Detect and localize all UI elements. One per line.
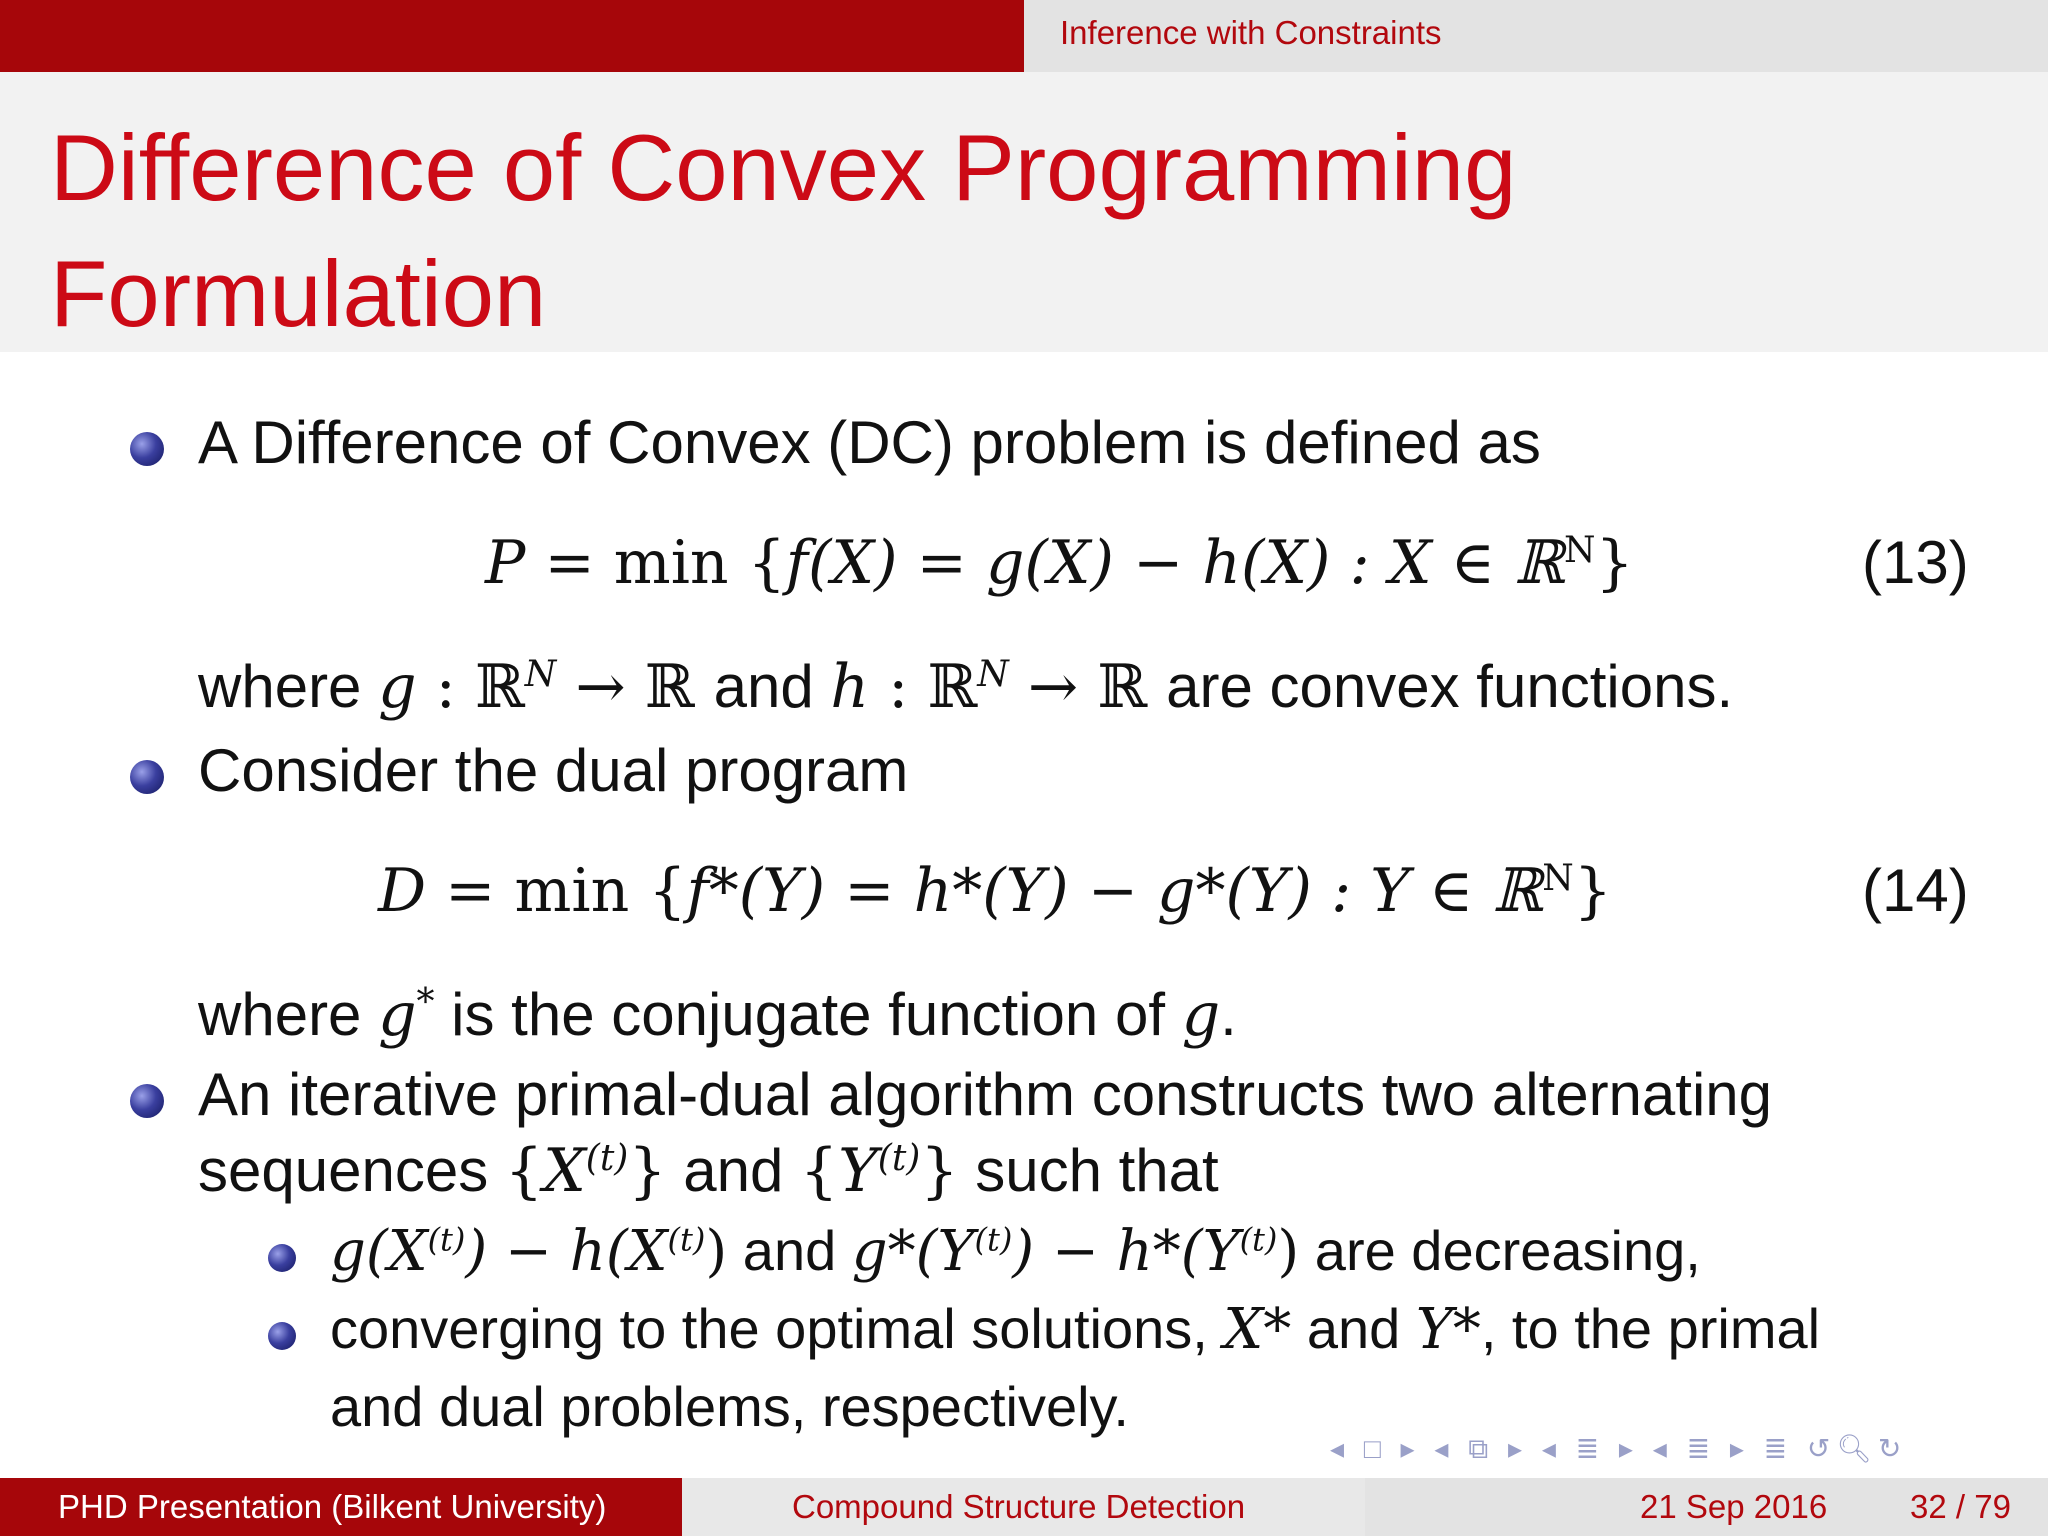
navigation-bar [1330,1432,1907,1466]
footer-title-block [682,1478,1365,1536]
where1-prefix: where [198,653,362,720]
align-icon[interactable]: ≣ [1763,1433,1794,1464]
sub1-and: and [727,1219,852,1282]
eq14-lhs: D [378,856,427,926]
where2-star: * [416,982,435,1023]
sub1-t3: (t) [974,1220,1013,1259]
footer-date-block [1365,1478,2048,1536]
where1-arrow1: → ℝ [556,652,714,722]
sub2-and: and [1291,1297,1416,1360]
bullet-icon [130,760,164,794]
where2-gstar: g [378,980,417,1050]
slide-title [50,105,1950,357]
bullet3-and: and [666,1137,800,1204]
sub2-xstar: X* [1223,1297,1292,1362]
sub1-t1: (t) [427,1220,466,1259]
sub1-t2: (t) [667,1220,706,1259]
search-icon[interactable]: ↺🔍︎↻ [1806,1433,1908,1464]
sub2-suffix: , to the primal [1480,1297,1821,1360]
header-bar [0,0,2048,72]
bullet-icon [130,1084,164,1118]
footer-date: 21 Sep 2016 [1640,1488,1828,1525]
bullet3-seq-prefix: sequences [198,1137,505,1204]
where1-h: h [830,652,870,722]
bullet3-t2: (t) [877,1138,921,1179]
section-icon[interactable]: ◂ ≣ ▸ [1541,1433,1639,1464]
bullet-2-text: Consider the dual program [198,737,909,804]
sub-bullet-icon [268,1244,296,1272]
eq14-body: f*(Y) = h*(Y) − g*(Y) : Y ∈ ℝ [686,856,1543,926]
arrow-left-icon[interactable]: ◂ □ ▸ [1330,1433,1421,1464]
slide-title-line1: Difference of Convex Programming [50,115,1517,220]
where1-g: g [378,652,417,722]
sub2-prefix: converging to the optimal solutions, [330,1297,1224,1360]
sub-bullet-1-text [330,1218,1701,1284]
equation-13: P = min {f(X) = g(X) − h(X) : X ∈ ℝ$^N$} [485,528,1634,598]
eq13-body: f(X) = g(X) − h(X) : X ∈ ℝ [785,528,1564,598]
where-line-2 [198,980,1237,1050]
footer-author: PHD Presentation (Bilkent University) [58,1488,607,1525]
sub2-ystar: Y* [1415,1297,1481,1362]
equation-14-number: (14) [1862,857,1969,924]
sub1-suffix: are decreasing, [1299,1219,1701,1282]
sub1-end1: ) [705,1219,728,1284]
frame-icon[interactable]: ◂ ⧉ ▸ [1434,1433,1529,1464]
where2-prefix: where [198,981,362,1048]
footer-bar [0,1478,2048,1536]
sub1-end2: ) [1277,1219,1300,1284]
sub-bullet-icon [268,1322,296,1350]
bullet-icon [130,432,164,466]
slide-title-line2: Formulation [50,241,547,346]
eq13-op: min [613,528,729,598]
where1-sup1: N [524,654,557,695]
equation-13-number: (13) [1862,529,1969,596]
sub1-t4: (t) [1239,1220,1278,1259]
footer-talk-title: Compound Structure Detection [792,1488,1246,1525]
eq14-sup: N [1542,858,1574,899]
bullet-3-line2: sequences $\{X^{(t)}\}$ and $\{Y^{(t)}\}$ such that [198,1136,1219,1206]
where2-end: . [1220,981,1237,1048]
sub1-mid2: ) − h*(Y [1012,1219,1240,1284]
where1-suffix: are convex functions. [1166,653,1734,720]
eq14-op: min [514,856,630,926]
where1-map1: : ℝ [416,652,525,722]
eq13-lhs: P [485,528,526,598]
sub1-mid1: ) − h(X [465,1219,668,1284]
where1-map2: : ℝ [869,652,978,722]
where2-g: g [1181,980,1221,1050]
bullet3-X: X [543,1136,586,1206]
footer-author-block [0,1478,682,1536]
footer-page-number: 32 / 79 [1910,1488,2011,1525]
sub-bullet-2-line2: and dual problems, respectively. [330,1375,1129,1438]
bullet3-t1: (t) [585,1138,629,1179]
bullet-3-line1: An iterative primal-dual algorithm constructs two alternating [198,1061,1773,1128]
sub1-expr2: g*(Y [851,1219,975,1284]
bullet-1-text: A Difference of Convex (DC) problem is defined as [198,409,1541,476]
where-line-1 [198,652,1733,722]
eq13-sup: N [1563,530,1596,571]
where1-arrow2: → ℝ [1008,652,1167,722]
subsection-icon[interactable]: ◂ ≣ ▸ [1652,1433,1750,1464]
bullet3-Y: Y [838,1136,878,1206]
sub1-expr1: g(X [330,1219,428,1284]
header-accent-block [0,0,1024,72]
section-title: Inference with Constraints [1060,14,1442,51]
equation-14: D = min {f*(Y) = h*(Y) − g*(Y) : Y ∈ ℝ$^N$} [378,856,1612,926]
bullet3-suffix: such that [958,1137,1219,1204]
sub-bullet-2-line1 [330,1296,1820,1362]
where1-sup2: N [977,654,1009,695]
where1-and: and [713,653,814,720]
where2-text: is the conjugate function of [434,981,1182,1048]
